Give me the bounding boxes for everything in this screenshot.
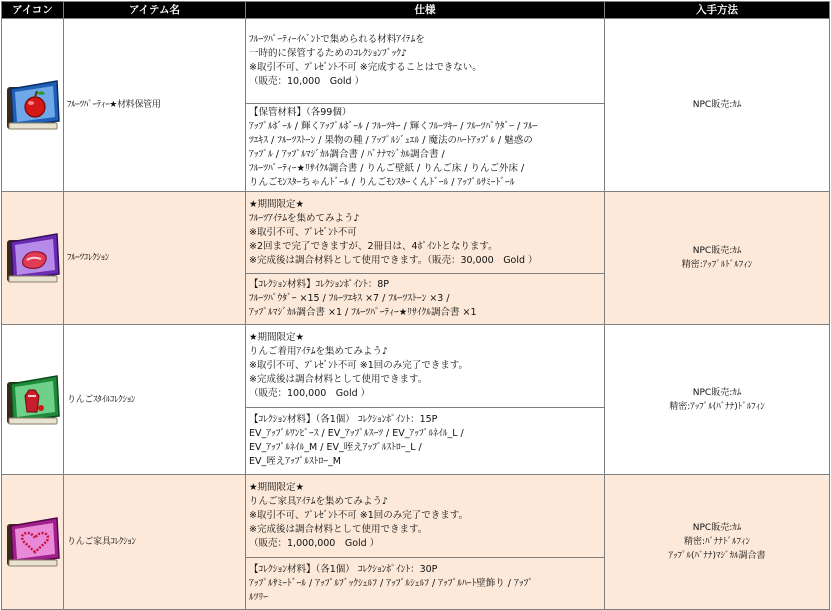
item-spec-description [246,325,605,408]
spec-line: ※完成後は調合材料として使用できます。 [249,524,428,535]
item-method [605,325,830,475]
spec-line: 【保管材料】（各99個） [249,106,352,118]
items-table [1,1,830,610]
spec-line: ﾂｴｷｽ / ﾌﾙｰﾂｽﾄｰﾝ / 果物の種 / ｱｯﾌﾟﾙｼﾞｭｴﾙ / 魔法のﾊｰﾄｱｯﾌﾟﾙ / 魅惑の [249,134,533,146]
item-spec-materials [246,558,605,610]
method-line: 精密:ｱｯﾌﾟﾙ(ﾊﾞﾅﾅ)ﾄﾞﾙﾌｨﾝ [669,401,765,412]
clothing-book-icon [5,372,61,428]
item-spec-description [246,475,605,558]
header-method: 入手方法 [605,2,830,19]
spec-line: ﾌﾙｰﾂﾊﾟｰﾃｨｰｲﾍﾞﾝﾄで集められる材料ｱｲﾃﾑを [249,34,425,45]
spec-line: 【ｺﾚｸｼｮﾝ材料】ｺﾚｸｼｮﾝﾎﾟｲﾝﾄ：8P [249,279,390,290]
header-icon: アイコン [2,2,64,19]
spec-line: （販売：10,000 Gold ） [249,76,365,87]
item-icon-cell [2,192,64,325]
method-line: NPC販売:ｶﾑ [692,246,742,256]
method-line: ｱｯﾌﾟﾙ(ﾊﾞﾅﾅ)ﾏｼﾞｶﾙ調合書 [668,551,766,561]
red-apple-book-icon [5,77,61,133]
item-icon-cell [2,19,64,192]
spec-line: ｱｯﾌﾟﾙ / ｱｯﾌﾟﾙﾏｼﾞｶﾙ調合書 / ﾊﾞﾅﾅﾏｼﾞｶﾙ調合書 / [249,148,445,160]
spec-line: ★期間限定★ [249,482,305,493]
method-line: 精密:ﾊﾞﾅﾅﾄﾞﾙﾌｨﾝ [683,537,751,547]
spec-line: 一時的に保管するためのｺﾚｸｼｮﾝﾌﾞｯｸ♪ [249,48,408,59]
method-line: 精密:ｱｯﾌﾟﾙﾄﾞﾙﾌｨﾝ [681,260,753,270]
spec-line: ★期間限定★ [249,198,305,210]
item-spec-description [246,192,605,274]
heart-necklace-book-icon [5,514,61,570]
item-name: ﾌﾙｰﾂﾊﾟｰﾃｨｰ★材料保管用 [64,19,246,192]
item-icon-cell [2,475,64,610]
spec-line: EV_咥えｱｯﾌﾟﾙｽﾄﾛｰ_M [249,456,341,467]
spec-line: ※2回まで完了できますが、2冊目は、4ﾎﾟｲﾝﾄとなります。 [249,240,498,252]
spec-line: ※取引不可、ﾌﾟﾚｾﾞﾝﾄ不可 ※完成することはできない。 [249,62,482,73]
spec-line: りんご家具ｱｲﾃﾑを集めてみよう♪ [249,496,389,507]
spec-line: ※取引不可、ﾌﾟﾚｾﾞﾝﾄ不可 ※1回のみ完了できます。 [249,360,468,371]
spec-line: ※完成後は調合材料として使用できます。 [249,374,428,385]
item-spec-materials [246,408,605,475]
spec-line: ※取引不可、ﾌﾟﾚｾﾞﾝﾄ不可 [249,226,357,238]
meat-book-icon [5,230,61,286]
spec-line: ﾌﾙｰﾂﾊﾟｰﾃｨｰ★ﾘｻｲｸﾙ調合書 / りんご壁紙 / りんご床 / りんご外床 / [249,162,525,174]
item-method [605,19,830,192]
spec-line: ﾌﾙｰﾂｱｲﾃﾑを集めてみよう♪ [249,212,360,224]
item-name: りんご家具ｺﾚｸｼｮﾝ [64,475,246,610]
method-line: NPC販売:ｶﾑ [692,100,742,110]
spec-line: EV_ｱｯﾌﾟﾙﾈｲﾙ_M / EV_咥えｱｯﾌﾟﾙｽﾄﾛｰ_L / [249,442,422,453]
spec-line: りんごﾓﾝｽﾀｰちゃんﾄﾞｰﾙ / りんごﾓﾝｽﾀｰくんﾄﾞｰﾙ / ｱｯﾌﾟﾙｻﾐｰﾄﾞｰﾙ [249,176,515,188]
spec-line: 【ｺﾚｸｼｮﾝ材料】（各1個） ｺﾚｸｼｮﾝﾎﾟｲﾝﾄ：30P [249,563,438,575]
spec-line: 【ｺﾚｸｼｮﾝ材料】（各1個） ｺﾚｸｼｮﾝﾎﾟｲﾝﾄ：15P [249,414,438,425]
spec-line: ｱｯﾌﾟﾙｻﾐｰﾄﾞｰﾙ / ｱｯﾌﾟﾙﾌﾞｯｸｼｪﾙﾌ / ｱｯﾌﾟﾙｼｪﾙﾌ / ｱｯﾌﾟﾙﾊｰﾄ壁飾り / ｱｯﾌﾟ [249,577,533,589]
table-row [2,192,830,274]
item-method [605,192,830,325]
spec-line: ｱｯﾌﾟﾙﾏｼﾞｶﾙ調合書 ×1 / ﾌﾙｰﾂﾊﾟｰﾃｨｰ★ﾘｻｲｸﾙ調合書 ×1 [249,307,477,318]
item-name: ﾌﾙｰﾂｺﾚｸｼｮﾝ [64,192,246,325]
spec-line: りんご着用ｱｲﾃﾑを集めてみよう♪ [249,346,389,357]
item-spec-description [246,19,605,104]
spec-line: （販売：1,000,000 Gold ） [249,538,380,549]
header-row [2,2,830,19]
spec-line: ★期間限定★ [249,332,305,343]
header-spec: 仕様 [246,2,605,19]
method-line: NPC販売:ｶﾑ [692,387,742,398]
spec-line: ｱｯﾌﾟﾙﾎﾞｰﾙ / 輝くｱｯﾌﾟﾙﾎﾞｰﾙ / ﾌﾙｰﾂｷｰ / 輝くﾌﾙｰﾂｷｰ / ﾌﾙｰﾂﾊﾟｳﾀﾞｰ / ﾌﾙｰ [249,120,538,132]
method-line: NPC販売:ｶﾑ [692,523,742,533]
spec-line: EV_ｱｯﾌﾟﾙﾜﾝﾋﾟｰｽ / EV_ｱｯﾌﾟﾙｽｰﾂ / EV_ｱｯﾌﾟﾙﾈｲﾙ_L / [249,428,464,439]
header-item-name: アイテム名 [64,2,246,19]
table-row [2,475,830,558]
spec-line: ﾌﾙｰﾂﾊﾟｳﾀﾞｰ ×15 / ﾌﾙｰﾂｴｷｽ ×7 / ﾌﾙｰﾂｽﾄｰﾝ ×3 / [249,293,450,304]
item-method [605,475,830,610]
item-spec-materials [246,104,605,192]
item-spec-materials [246,274,605,325]
spec-line: ﾙﾂﾘｰ [249,591,269,603]
spec-line: ※完成後は調合材料として使用できます。（販売：30,000 Gold ） [249,254,538,266]
table-row [2,19,830,104]
item-icon-cell [2,325,64,475]
spec-line: ※取引不可、ﾌﾟﾚｾﾞﾝﾄ不可 ※1回のみ完了できます。 [249,510,468,521]
spec-line: （販売：100,000 Gold ） [249,388,371,399]
item-name: りんごｽﾀｲﾙｺﾚｸｼｮﾝ [64,325,246,475]
table-row [2,325,830,408]
